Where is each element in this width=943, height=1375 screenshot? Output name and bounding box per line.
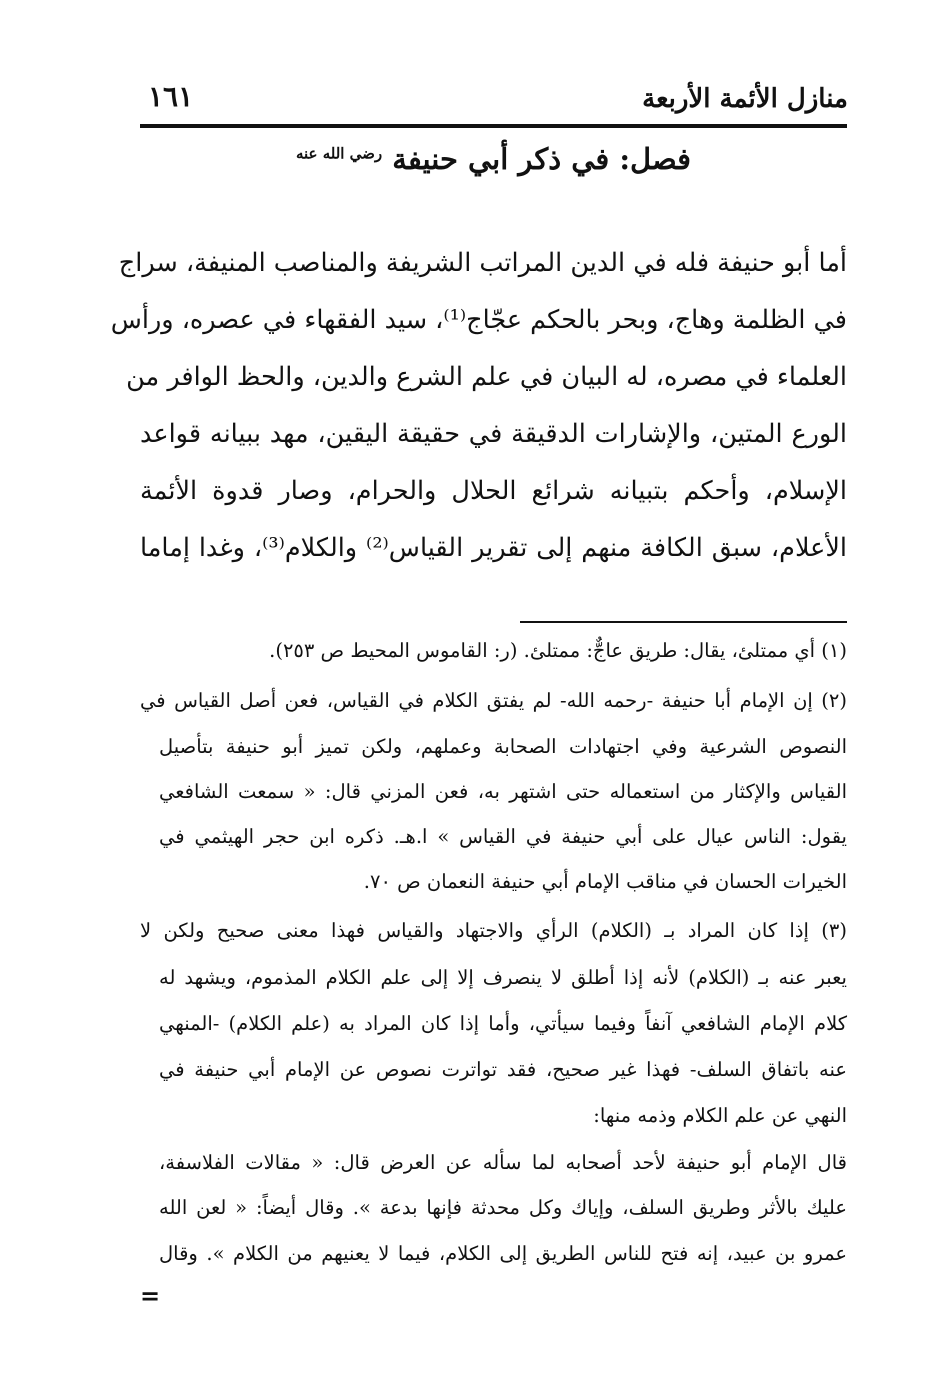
chapter-heading xyxy=(140,142,847,176)
footnote-3-line: عليك بالأثر وطريق السلف، وإياك وكل محدثة فإنها بدعة ». وقال أيضاً: « لعن الله xyxy=(159,1196,847,1219)
continuation-mark: = xyxy=(140,1281,161,1310)
footnote-separator xyxy=(520,621,847,623)
honorific-ligature: رضي الله عنه xyxy=(295,144,383,163)
footnote-3-line: (٣) إذا كان المراد بـ (الكلام) الرأي والاجتهاد والقياس فهذا معنى صحيح ولكن لا xyxy=(140,919,847,942)
footnote-2-line: (٢) إن الإمام أبا حنيفة -رحمه الله- لم يفتق الكلام في القياس، فعن أصل القياس في xyxy=(140,689,847,712)
body-line: الأعلام، سبق الكافة منهم إلى تقرير القياس⁽²⁾ والكلام⁽³⁾، وغدا إماما xyxy=(140,533,848,563)
footnote-2-line: النصوص الشرعية وفي اجتهادات الصحابة وعملهم، ولكن تميز أبو حنيفة بتأصيل xyxy=(159,735,847,758)
chapter-title: فصل: في ذكر أبي حنيفة xyxy=(392,142,692,176)
footnote-1: (١) أي ممتلئ، يقال: طريق عاجٌّ: ممتلئ. (ر: القاموس المحيط ص ٢٥٣). xyxy=(269,639,847,662)
footnote-3-line: عنه باتفاق السلف- فهذا غير صحيح، فقد تواترت نصوص عن الإمام أبي حنيفة في xyxy=(159,1058,847,1081)
footnote-3-line: عمرو بن عبيد، إنه فتح للناس الطريق إلى الكلام، فيما لا يعنيهم من الكلام ». وقال xyxy=(159,1242,847,1265)
body-line: الورع المتين، والإشارات الدقيقة في حقيقة اليقين، مهد ببيانه قواعد xyxy=(140,419,847,449)
running-header-title: منازل الأئمة الأربعة xyxy=(642,84,848,114)
footnote-3-line: النهي عن علم الكلام وذمه منها: xyxy=(593,1104,847,1127)
footnote-3-line: يعبر عنه بـ (الكلام) لأنه إذا أطلق لا ينصرف إلا إلى علم الكلام المذموم، ويشهد له xyxy=(159,966,847,989)
footnote-3-line: كلام الإمام الشافعي آنفاً وفيما سيأتي، وأما إذا كان المراد به (علم الكلام) -المنهي xyxy=(159,1012,847,1035)
body-line: الإسلام، وأحكم بتبيانه شرائع الحلال والحرام، وصار قدوة الأئمة xyxy=(140,476,847,506)
body-line: أما أبو حنيفة فله في الدين المراتب الشريفة والمناصب المنيفة، سراج xyxy=(118,248,847,278)
body-line: العلماء في مصره، له البيان في علم الشرع والدين، والحظ الوافر من xyxy=(126,362,847,392)
footnote-3-line: قال الإمام أبو حنيفة لأحد أصحابه لما سأله عن العرض قال: « مقالات الفلاسفة، xyxy=(159,1151,847,1174)
footnote-2-line: الخيرات الحسان في مناقب الإمام أبي حنيفة النعمان ص ٧٠. xyxy=(363,870,847,893)
header-rule xyxy=(140,124,847,128)
page-number: ١٦١ xyxy=(148,80,194,113)
body-line: في الظلمة وهاج، وبحر بالحكم عجّاج⁽¹⁾، سيد الفقهاء في عصره، ورأس xyxy=(110,305,847,335)
footnote-2-line: القياس والإكثار من استعماله حتى اشتهر به، فعن المزني قال: « سمعت الشافعي xyxy=(159,780,847,803)
footnote-2-line: يقول: الناس عيال على أبي حنيفة في القياس » ا.هـ. ذكره ابن حجر الهيثمي في xyxy=(159,825,847,848)
